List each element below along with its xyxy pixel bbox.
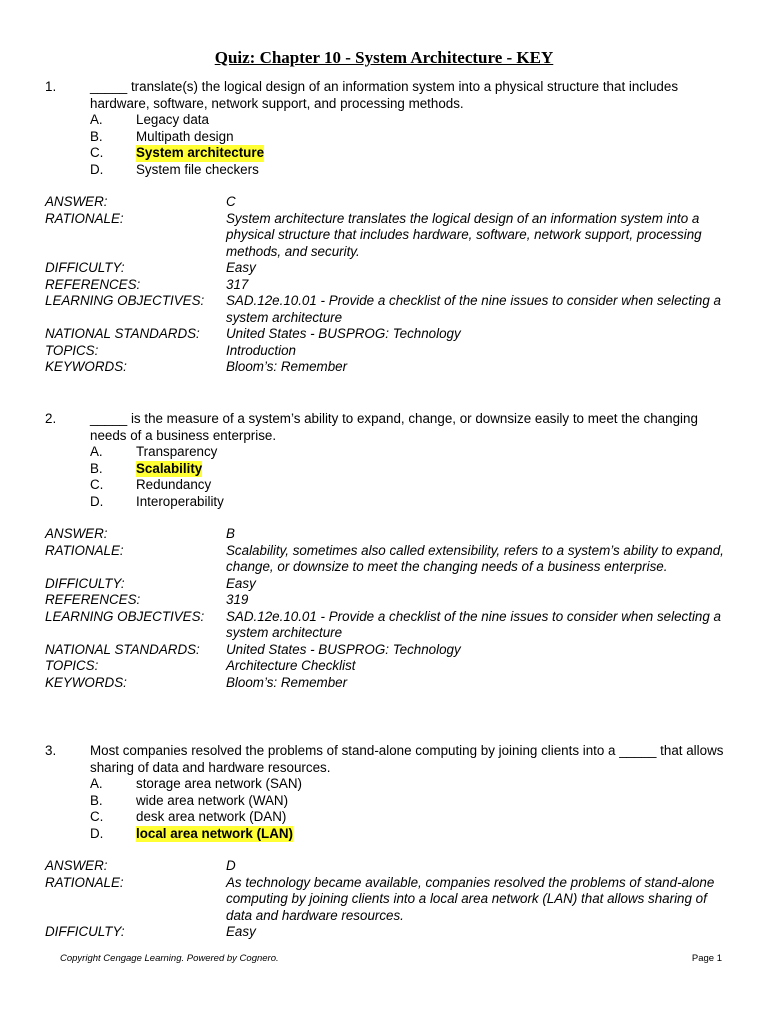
option-letter: D. bbox=[90, 825, 104, 841]
option-letter: A. bbox=[90, 776, 103, 791]
question-number: 3. bbox=[45, 743, 57, 758]
topics-value: Introduction bbox=[226, 342, 296, 358]
difficulty-value: Easy bbox=[226, 924, 256, 939]
references-value: 317 bbox=[226, 276, 249, 292]
answer-value: C bbox=[226, 194, 236, 209]
rationale-value: System architecture translates the logical design of an information system into a physical structure that includes hardware, software, network support, processing methods, and security. bbox=[226, 210, 702, 259]
learning-objectives-label: LEARNING OBJECTIVES: bbox=[45, 608, 205, 624]
references-label: REFERENCES: bbox=[45, 592, 141, 607]
rationale-label: RATIONALE: bbox=[45, 210, 124, 226]
option-text: Redundancy bbox=[136, 477, 212, 492]
question-number: 1. bbox=[45, 79, 57, 94]
answer-label: ANSWER: bbox=[45, 526, 108, 541]
national-standards-value: United States - BUSPROG: Technology bbox=[226, 326, 461, 341]
rationale-value: As technology became available, companies resolved the problems of stand-alone computing by joining clients into a local area network (LAN) that allows sharing of data and hardware resources. bbox=[226, 874, 715, 923]
footer-page-number: Page 1 bbox=[691, 953, 722, 964]
topics-label: TOPICS: bbox=[45, 658, 99, 673]
rationale-label: RATIONALE: bbox=[45, 874, 124, 890]
learning-objectives-label: LEARNING OBJECTIVES: bbox=[45, 293, 205, 308]
difficulty-value: Easy bbox=[226, 575, 256, 591]
question-stem: _____ is the measure of a system’s ability to expand, change, or downsize easily to meet the changing needs of a business enterprise. bbox=[90, 411, 698, 443]
answer-value: B bbox=[226, 526, 235, 541]
answer-label: ANSWER: bbox=[45, 858, 108, 873]
question-1 bbox=[45, 79, 725, 178]
keywords-label: KEYWORDS: bbox=[45, 359, 127, 374]
answer-label: ANSWER: bbox=[45, 194, 108, 209]
option-d bbox=[90, 494, 725, 511]
option-text: Interoperability bbox=[136, 493, 224, 509]
keywords-value: Bloom’s: Remember bbox=[226, 359, 348, 374]
difficulty-label: DIFFICULTY: bbox=[45, 260, 125, 275]
references-value: 319 bbox=[226, 592, 249, 607]
option-text: Transparency bbox=[136, 444, 218, 459]
difficulty-value: Easy bbox=[226, 260, 256, 275]
question-number: 2. bbox=[45, 411, 57, 426]
footer-copyright: Copyright Cengage Learning. Powered by Cognero. bbox=[60, 953, 279, 964]
question-1-meta bbox=[45, 194, 725, 376]
rationale-value: Scalability, sometimes also called extensibility, refers to a system’s ability to expand, change, or downsize to meet the changing needs of a business enterprise. bbox=[226, 542, 724, 574]
correct-option-text: local area network (LAN) bbox=[136, 825, 294, 841]
correct-option-text: System architecture bbox=[136, 145, 265, 160]
rationale-label: RATIONALE: bbox=[45, 542, 124, 558]
question-3 bbox=[45, 743, 725, 842]
option-a bbox=[90, 776, 725, 793]
keywords-label: KEYWORDS: bbox=[45, 674, 127, 690]
option-letter: D. bbox=[90, 493, 104, 509]
difficulty-label: DIFFICULTY: bbox=[45, 575, 125, 591]
option-letter: A. bbox=[90, 112, 103, 127]
page-title: Quiz: Chapter 10 - System Architecture - KEY bbox=[214, 48, 554, 67]
learning-objectives-value: SAD.12e.10.01 - Provide a checklist of the nine issues to consider when selecting a system architecture bbox=[226, 608, 721, 640]
question-stem: Most companies resolved the problems of stand-alone computing by joining clients into a _____ that allows sharing of data and hardware resources. bbox=[90, 743, 724, 775]
correct-option-text: Scalability bbox=[136, 460, 203, 476]
question-2-meta bbox=[45, 526, 725, 691]
option-letter: C. bbox=[90, 477, 104, 492]
question-2 bbox=[45, 411, 725, 510]
national-standards-label: NATIONAL STANDARDS: bbox=[45, 641, 200, 657]
answer-value: D bbox=[226, 858, 236, 873]
option-c bbox=[90, 477, 725, 494]
option-a bbox=[90, 444, 725, 461]
national-standards-value: United States - BUSPROG: Technology bbox=[226, 641, 461, 657]
option-text: Multipath design bbox=[136, 128, 234, 144]
question-3-meta bbox=[45, 858, 725, 941]
option-b bbox=[90, 461, 725, 478]
option-letter: B. bbox=[90, 128, 103, 144]
option-letter: B. bbox=[90, 792, 103, 808]
option-letter: D. bbox=[90, 161, 104, 177]
option-a bbox=[90, 112, 725, 129]
option-text: storage area network (SAN) bbox=[136, 776, 302, 791]
option-letter: A. bbox=[90, 444, 103, 459]
difficulty-label: DIFFICULTY: bbox=[45, 924, 125, 939]
national-standards-label: NATIONAL STANDARDS: bbox=[45, 326, 200, 341]
topics-value: Architecture Checklist bbox=[226, 658, 356, 673]
option-text: System file checkers bbox=[136, 161, 259, 177]
option-d bbox=[90, 826, 725, 843]
topics-label: TOPICS: bbox=[45, 342, 99, 358]
option-text: Legacy data bbox=[136, 112, 209, 127]
option-d bbox=[90, 162, 725, 179]
option-c bbox=[90, 809, 725, 826]
option-letter: C. bbox=[90, 809, 104, 824]
option-b bbox=[90, 793, 725, 810]
option-letter: C. bbox=[90, 145, 104, 160]
option-letter: B. bbox=[90, 460, 103, 476]
option-b bbox=[90, 129, 725, 146]
references-label: REFERENCES: bbox=[45, 276, 141, 292]
question-stem: _____ translate(s) the logical design of an information system into a physical structure that includes hardware, software, network support, and processing methods. bbox=[90, 79, 679, 111]
option-text: wide area network (WAN) bbox=[136, 792, 289, 808]
learning-objectives-value: SAD.12e.10.01 - Provide a checklist of the nine issues to consider when selecting a system architecture bbox=[226, 293, 721, 325]
option-c bbox=[90, 145, 725, 162]
keywords-value: Bloom’s: Remember bbox=[226, 674, 348, 690]
option-text: desk area network (DAN) bbox=[136, 809, 287, 824]
